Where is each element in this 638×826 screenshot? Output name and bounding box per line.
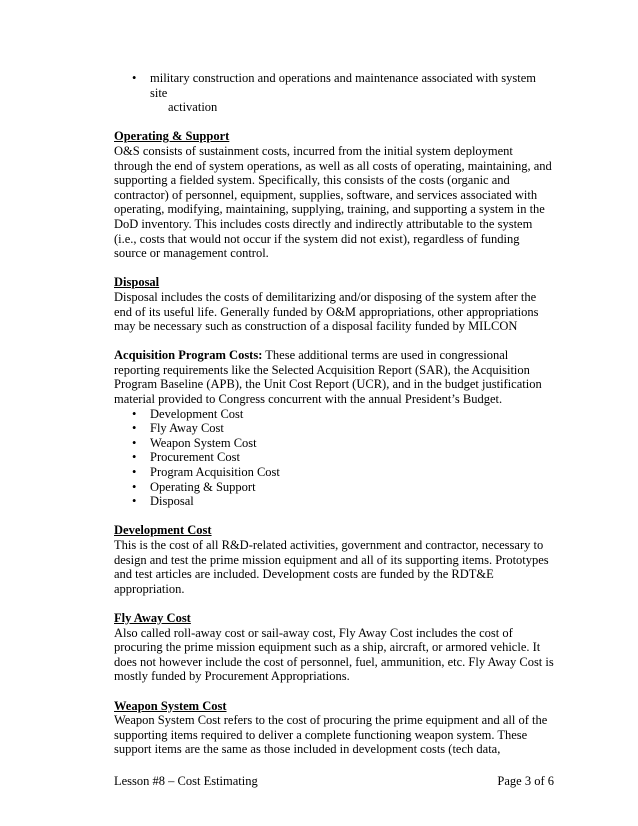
acquisition-item-weapon-system: Weapon System Cost	[150, 435, 257, 450]
disposal-section	[114, 275, 554, 333]
bullet-icon: •	[132, 435, 137, 450]
acquisition-item-procurement: Procurement Cost	[150, 450, 240, 465]
acquisition-item-program-acquisition: Program Acquisition Cost	[150, 465, 280, 480]
list-item	[114, 421, 554, 436]
list-item	[114, 407, 554, 422]
disposal-body: Disposal includes the costs of demilitarizing and/or disposing of the system after the end of its useful life. Generally funded by O&M appropriations, other appropriations may be necessary such as construction of a disposal facility funded by MILCON	[114, 289, 539, 334]
intro-bullet-list	[114, 71, 554, 115]
acquisition-body: These additional terms are used in congressional reporting requirements like the Selected Acquisition Report (SAR), the Acquisition Program Baseline (APB), the Unit Cost Report (UCR), and in the budget justification material provided to Congress concurrent with the annual President’s Budget.	[114, 348, 542, 407]
weapon-system-cost-body: Weapon System Cost refers to the cost of procuring the prime equipment and all of the supporting items required to deliver a complete functioning weapon system. These support items are the same as those included in development costs (tech data,	[114, 713, 548, 757]
acquisition-section	[114, 348, 554, 406]
acquisition-item-operating-support: Operating & Support	[150, 479, 256, 494]
fly-away-cost-body: Also called roll-away cost or sail-away cost, Fly Away Cost includes the cost of procuring the prime mission equipment such as a ship, aircraft, or armored vehicle. It does not however include the cost of personnel, fuel, ammunition, etc. Fly Away Cost is mostly funded by Procurement Appropriations.	[114, 625, 554, 684]
development-cost-heading: Development Cost	[114, 523, 212, 538]
acquisition-item-development: Development Cost	[150, 406, 244, 421]
operating-support-heading: Operating & Support	[114, 129, 230, 144]
bullet-icon: •	[132, 421, 137, 436]
list-item	[114, 480, 554, 495]
page-footer	[114, 774, 554, 789]
bullet-icon: •	[132, 406, 137, 421]
bullet-icon: •	[132, 479, 137, 494]
disposal-heading: Disposal	[114, 275, 160, 290]
list-item	[114, 465, 554, 480]
acquisition-item-disposal: Disposal	[150, 494, 194, 509]
list-item	[114, 71, 554, 115]
list-item	[114, 494, 554, 509]
weapon-system-cost-heading: Weapon System Cost	[114, 698, 227, 713]
fly-away-cost-heading: Fly Away Cost	[114, 610, 191, 625]
acquisition-heading: Acquisition Program Costs:	[114, 348, 263, 363]
development-cost-section	[114, 523, 554, 596]
operating-support-section	[114, 129, 554, 260]
acquisition-cost-list	[114, 407, 554, 509]
operating-support-body: O&S consists of sustainment costs, incurred from the initial system deployment through the end of system operations, as well as all costs of operating, maintaining, and supporting a fielded system. Specifically, this consists of the costs (organic and contractor) of personnel, equipment, supplies, software, and services associated with operating, modifying, maintaining, supplying, training, and supporting a system in the DoD inventory. This includes costs directly and indirectly attributable to the system (i.e., costs that would not occur if the system did not exist), regardless of funding source or management control.	[114, 143, 552, 261]
footer-page-number: Page 3 of 6	[497, 774, 554, 788]
development-cost-body: This is the cost of all R&D-related activities, government and contractor, necessary to design and test the prime mission equipment and all of its supporting items. Prototypes and test articles are included. Development costs are funded by the RDT&E appropriation.	[114, 538, 549, 596]
bullet-icon: •	[132, 465, 137, 480]
bullet-icon: •	[132, 494, 137, 509]
fly-away-cost-section	[114, 611, 554, 684]
weapon-system-cost-section	[114, 699, 554, 757]
list-item	[114, 450, 554, 465]
bullet-icon: •	[132, 450, 137, 465]
intro-bullet-line2: activation	[168, 100, 218, 115]
list-item	[114, 436, 554, 451]
intro-bullet-line1: military construction and operations and maintenance associated with system site	[150, 71, 537, 100]
footer-lesson-title: Lesson #8 – Cost Estimating	[114, 774, 258, 788]
acquisition-item-fly-away: Fly Away Cost	[150, 421, 224, 436]
document-page	[114, 71, 554, 772]
bullet-icon: •	[132, 71, 137, 85]
